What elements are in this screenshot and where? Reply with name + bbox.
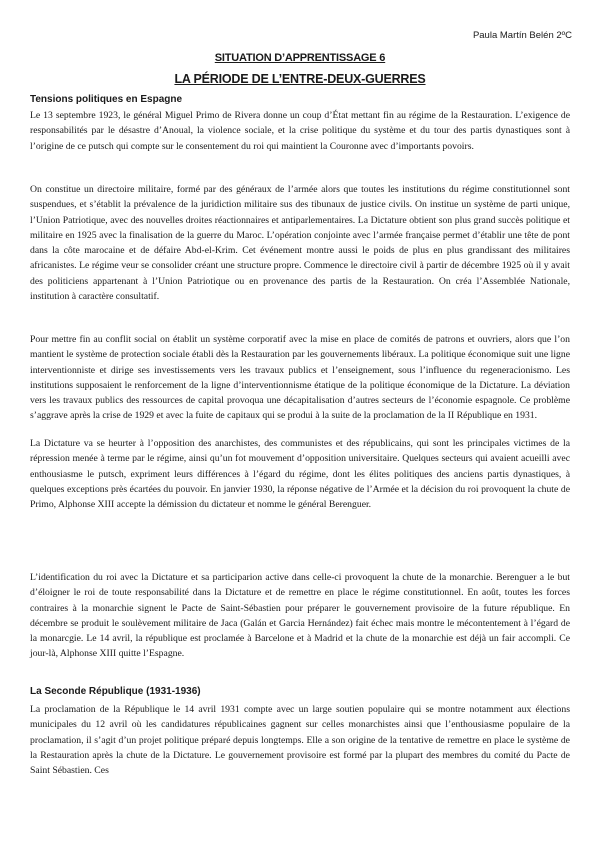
section-heading-seconde-republique: La Seconde République (1931-1936) [30, 686, 201, 697]
section-heading-tensions: Tensions politiques en Espagne [30, 94, 183, 105]
author-name: Paula Martín Belén 2ºC [472, 30, 572, 41]
paragraph-proclamation-republique: La proclamation de la République le 14 avril 1931 compte avec un large soutien populaire qui se montre notamment aux élections municipales du 12 avril où les candidatures républicaines gagnent sur celles monarchistes ainsi que l’enthousiasme populaire de la proclamation, il s’agit d’un projet politique préparé depuis longtemps. Elle a son origine de la tentative de remettre en place le système de la Restauration après la chute de la Dictature. Le gouvernement provisoire est formé par la plupart des membres du comité du Pacte de Saint Sébastien. Ces [30, 704, 570, 777]
document-title: SITUATION D’APPRENTISSAGE 6 [214, 52, 386, 64]
paragraph-coup-detat: Le 13 septembre 1923, le général Miguel Primo de Rivera donne un coup d’État mettant fin au régime de la Restauration. L’exigence de responsabilités par le désastre d’Anoual, la violence sociale, et la crise politique du système et du tour des partis dynastiques sont à l’origine de ce putsch qui compte sur le consentement du roi qui maintient la Couronne avec d’importants povoirs. [30, 110, 570, 152]
paragraph-chute-monarchie: L’identification du roi avec la Dictature et sa participarion active dans celle-ci provoquent la chute de la monarchie. Berenguer a le but d’éloigner le roi de toute responsabilité dans la Dictature et de remettre en place le régime constitutionnel. En août, toutes les forces contraires à la monarchie signent le Pacte de Saint-Sébastien pour préparer le gouvernement provisoire de la future république. En décembre se produit le soulèvement militaire de Jaca (Galán et Garcia Hernández) fait échec mais montre le mécontentement à l’égard de la monarcgie. Le 14 avril, la république est proclamée à Barcelone et à Madrid et la chute de la monarchie est déjà un fair accompli. Ce jour-là, Alphonse XIII quitte l’Espagne. [30, 572, 570, 660]
paragraph-politique-economique: Pour mettre fin au conflit social on établit un système corporatif avec la mise en place de comités de patrons et ouvriers, alors que l’on mantient le système de protection sociale établi dès la Restauration par les gouvernements libéraux. La politique économique suit une ligne interventionniste et dirige ses investissements vers les travaux publics et l’enseignement, sous l’influence du regeneracionismo. Les institutions supposaient le renforcement de la ligne d’interventionnisme étatique de la politique économique de la Dictature. La déviation vers les travaux publics des ressources de capital provoqua une décapitalisation d’autres secteurs de l’économie espagnole. Ce problème s’aggrave après la crise de 1929 et avec la fuite de capitaux qui se produi à la suite de la proclamation de la II République en 1931. [30, 334, 570, 422]
paragraph-opposition: La Dictature va se heurter à l’opposition des anarchistes, des communistes et des républicains, qui sont les principales victimes de la répression menée à terme par le régime, ainsi qu’un fot mouvement d’opposition universitaire. Quelques secteurs qui avaient acueilli avec enthousiasme le putsch, expriment leurs différences à l’égard du régime, dont les élites politiques des anciens partis dynastiques, à quelques exceptions près écartées du pouvoir. En janvier 1930, la réponse négative de l’Armée et la décision du roi provoquent la chute de Primo, Alphonse XIII accepte la démission du dictateur et nomme le général Berenguer. [30, 438, 570, 511]
paragraph-directoire-militaire: On constitue un directoire militaire, formé par des généraux de l’armée alors que toutes les institutions du régime constitutionnel sont suspendues, et s’établit la prévalence de la juridiction militaire sus des tibunaux de justice civils. On institue un système de parti unique, l’Union Patriotique, avec des nouvelles droites réactionnaires et antiparlementaires. La Dictature obtient son plus grand succès politique et militaire en 1925 avec la finalisation de la guerre du Maroc. L’opération conjointe avec l’armée française permet d’établir une tête de pont dans la côte marocaine et de défaire Abd-el-Krim. Cet événement montre aussi le poids de plus en plus grandissant des militaires africanistes. Le régime veur se consolider créant une structure propre. Commence le directoire civil à partir de décembre 1925 où il y avait des politiciens appartenant à l’Union Patriotique ou en provenance des partis de la Restauration. On créa l’Assemblée Nationale, institution à caractère consultatif. [30, 184, 570, 303]
document-subtitle: LA PÉRIODE DE L’ENTRE-DEUX-GUERRES [174, 72, 426, 86]
